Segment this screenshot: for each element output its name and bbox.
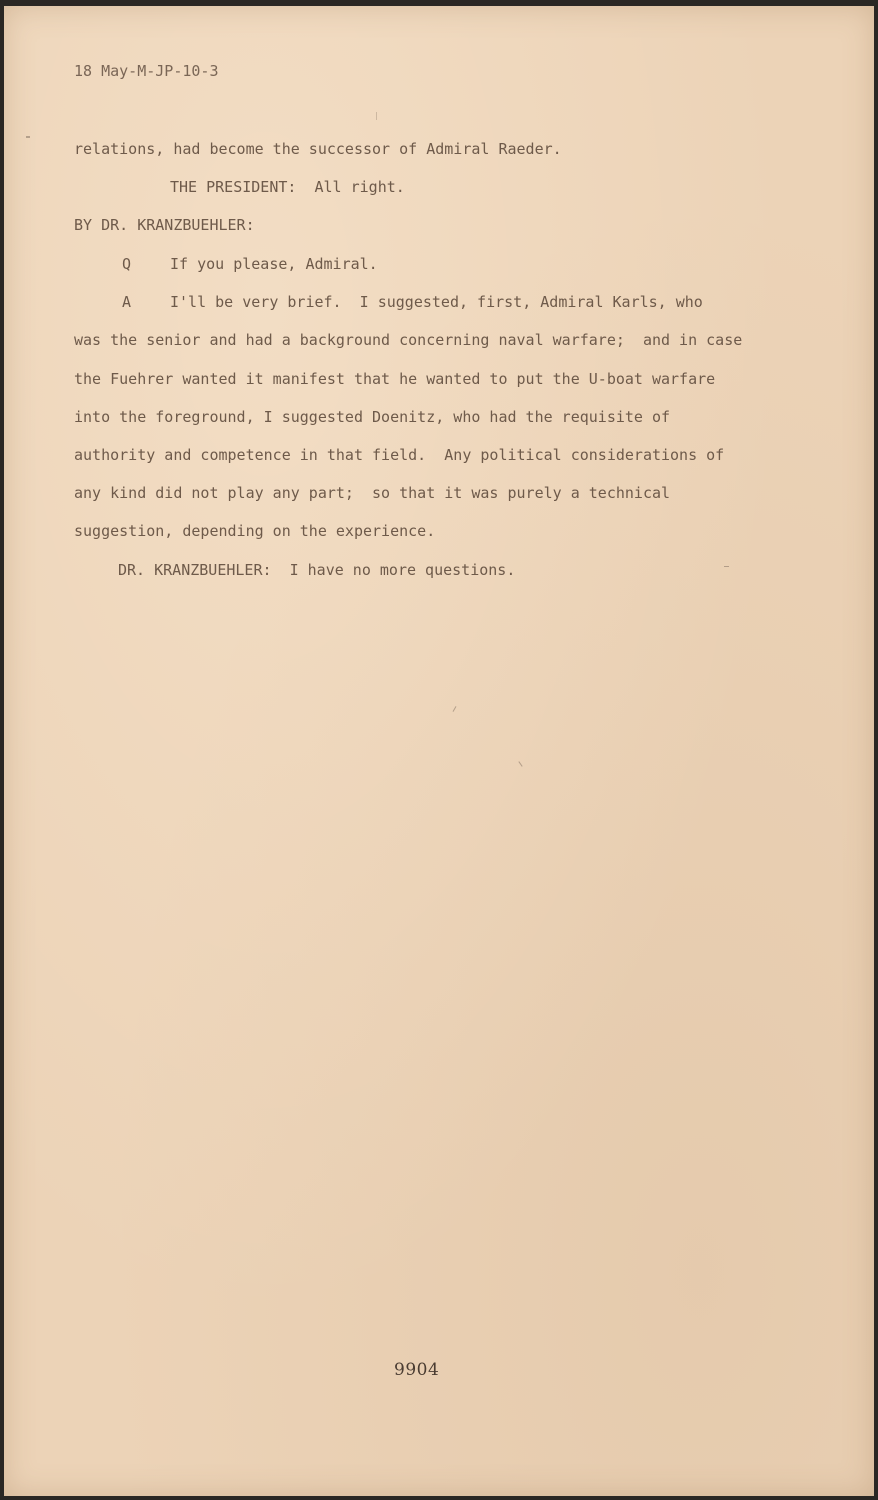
question-marker: Q (122, 255, 132, 273)
document-page (4, 6, 874, 1496)
paper-speck (376, 112, 377, 120)
text-line: THE PRESIDENT: All right. (170, 178, 405, 196)
page-number: 9904 (394, 1360, 440, 1380)
paper-speck (724, 566, 729, 567)
text-line: If you please, Admiral. (170, 255, 378, 273)
text-line: the Fuehrer wanted it manifest that he wanted to put the U-boat warfare (74, 370, 716, 388)
paper-speck (518, 761, 522, 766)
text-line: relations, had become the successor of Admiral Raeder. (74, 140, 562, 158)
paper-speck (26, 136, 30, 138)
text-line: suggestion, depending on the experience. (74, 522, 436, 540)
text-line: BY DR. KRANZBUEHLER: (74, 216, 255, 234)
text-line: any kind did not play any part; so that it was purely a technical (74, 484, 671, 502)
text-line: I'll be very brief. I suggested, first, Admiral Karls, who (170, 293, 703, 311)
text-line: into the foreground, I suggested Doenitz, who had the requisite of (74, 408, 671, 426)
paper-speck (453, 706, 457, 712)
text-line: DR. KRANZBUEHLER: I have no more questions. (118, 561, 516, 579)
answer-marker: A (122, 293, 132, 311)
page-header: 18 May-M-JP-10-3 (74, 62, 219, 80)
text-line: authority and competence in that field. Any political considerations of (74, 446, 725, 464)
text-line: was the senior and had a background concerning naval warfare; and in case (74, 331, 743, 349)
